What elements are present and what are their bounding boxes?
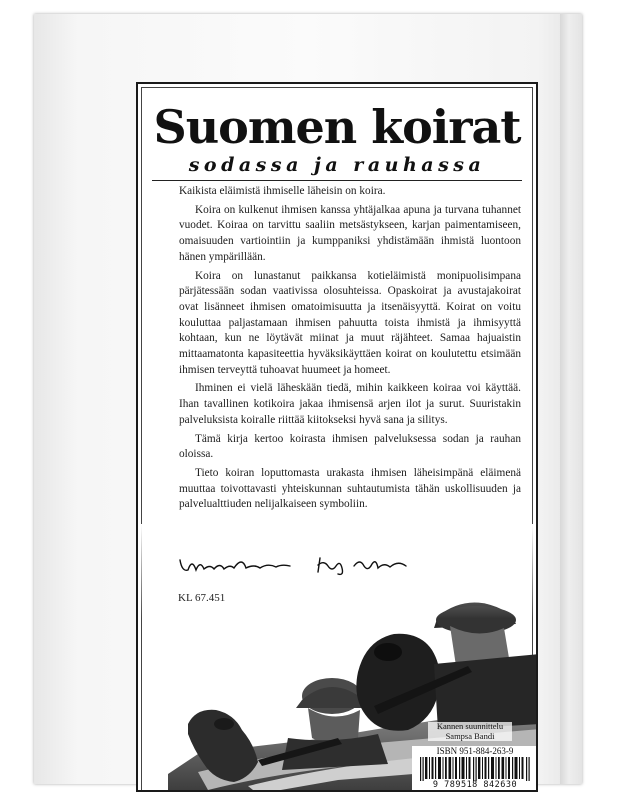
cover-frame [136, 82, 538, 792]
blurb-text [179, 184, 521, 516]
author-signature-2 [314, 554, 414, 576]
blurb-paragraph: Kaikista eläimistä ihmiselle läheisin on koira. [179, 185, 386, 197]
credit-line: Kannen suunnittelu [436, 721, 504, 731]
cover-design-credit [428, 722, 512, 741]
blurb-paragraph: Koira on lunastanut paikkansa kotieläimistä monipuolisimpana pärjätessään sodan vaativissa olosuhteissa. Opaskoirat ja avustajakoirat ovat lisänneet ihmisen omatoimisuutta ja itsenäisyyttä. Koirat on voitu kouluttaa paljastamaan ihmisen pahuutta toista ihmistä ja ihmisyyttä kohtaan, kun ne löytävät miinat ja muut räjähteet. Samaa hajuaistin mittaamatonta kapasiteettia hyväksikäyttäen koirat on koulutettu etsimään ihmisen terveyttä tuhoavat huumeet ja homeet. [179, 269, 521, 376]
blurb-paragraph: Tieto koiran loputtomasta urakasta ihmisen läheisimpänä eläimenä muuttaa toivottavasti yhteiskunnan suhtautumista tähän uskollisuuden ja palvelualttiuden nelijalkaiseen symboliin. [179, 466, 521, 511]
credit-line: Sampsa Bandi [445, 730, 495, 741]
blurb-paragraph: Tämä kirja kertoo koirasta ihmisen palveluksessa sodan ja rauhan oloissa. [179, 432, 521, 461]
book-title: Suomen koirat [153, 100, 521, 154]
blurb-paragraph: Koira on kulkenut ihmisen kanssa yhtäjalkaa apuna ja turvana tuhannet vuodet. Koiraa on tarvittu saaliin metsästykseen, karjan paimentamiseen, omaisuuden vartiointiin ja kumppaniksi yhdistämään ihmistä luontoon hänen ympärillään. [179, 203, 521, 263]
library-classification: KL 67.451 [178, 592, 226, 604]
blurb-paragraph: Ihminen ei vielä läheskään tiedä, mihin kaikkeen koiraa voi käyttää. Ihan tavallinen kotikoira jakaa ihmisensä arjen ilot ja surut. Suuristakin palveluksista koiralle riittää kiitokseksi hyvä sana ja silitys. [179, 382, 521, 426]
ean-number: 9 789518 842630 [432, 780, 518, 790]
author-signature-1 [176, 554, 294, 576]
title-rule [152, 180, 522, 181]
book-back-cover [34, 14, 582, 790]
book-spine [560, 14, 582, 784]
book-subtitle: sodassa ja rauhassa [188, 154, 486, 176]
isbn-barcode-box [412, 746, 538, 790]
barcode-icon [418, 757, 532, 781]
isbn-label: ISBN 951-884-263-9 [436, 746, 514, 756]
